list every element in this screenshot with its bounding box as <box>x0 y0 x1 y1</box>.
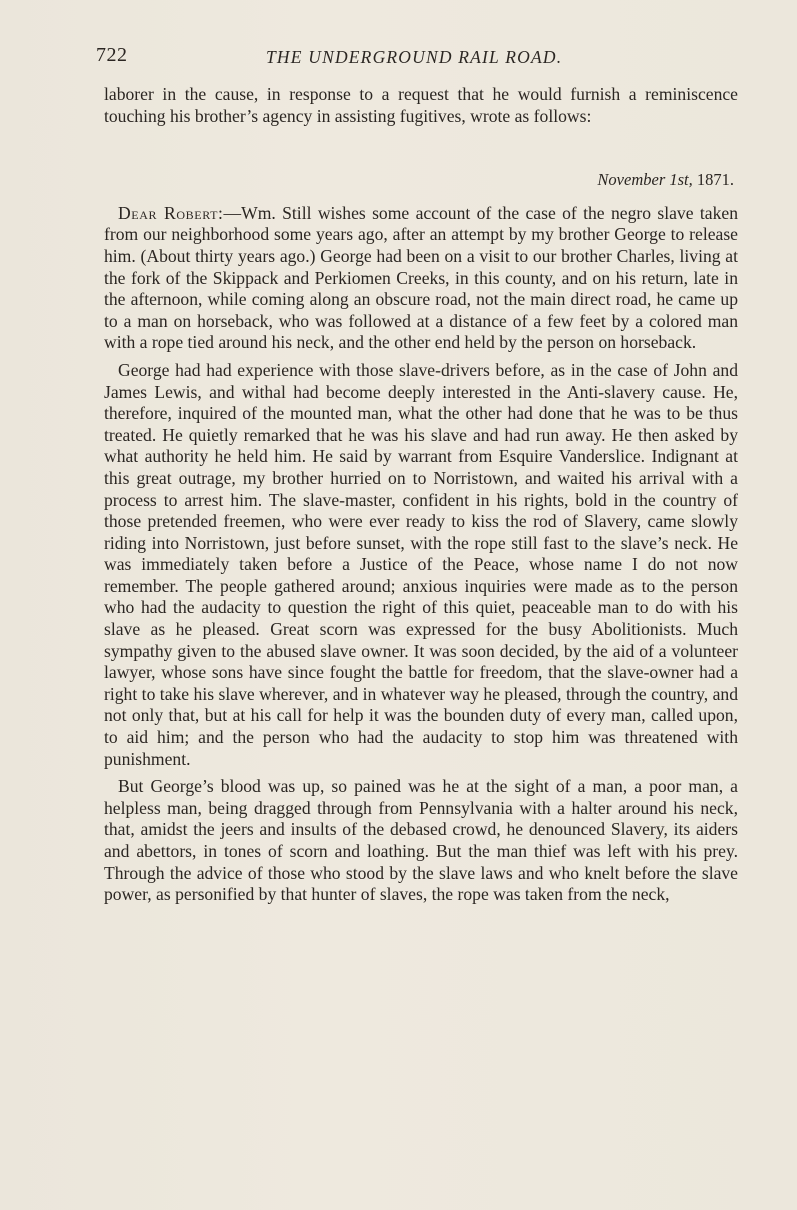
intro-paragraph: laborer in the cause, in response to a request that he would furnish a reminiscence touching his brother’s agency in assisting fugitives, wrote as follows: <box>104 84 738 126</box>
letter-date-year: 1871. <box>696 170 734 190</box>
letter-paragraph-1 <box>104 203 738 354</box>
letter-salutation: Dear Robert: <box>118 202 224 223</box>
letter-paragraph-2: George had had experience with those slave-drivers before, as in the case of John and James Lewis, and withal had become deeply interested in the Anti-slavery cause. He, therefore, inquired of the mounted man, what the other had done that he was to be thus treated. He quietly remarked that he was his slave and had run away. He then asked by what authority he held him. He said by warrant from Esquire Vanderslice. Indignant at this great outrage, my brother hurried on to Norristown, and waited his arrival with a process to arrest him. The slave-master, confident in his rights, bold in the country of those pretended freemen, who were ever ready to kiss the rod of Slavery, came slowly riding into Norristown, just before sunset, with the rope still fast to the slave’s neck. He was immediately taken before a Justice of the Peace, whose name I do not now remember. The people gathered around; anxious inquiries were made as to the person who had the audacity to question the right of this quiet, peaceable man to do with his slave as he pleased. Great scorn was expressed for the busy Abolitionists. Much sympathy given to the abused slave owner. It was soon decided, by the aid of a volunteer lawyer, whose sons have since fought the battle for freedom, that the slave-owner had a right to take his slave wherever, and in whatever way he pleased, through the country, and not only that, but at his call for help it was the bounden duty of every man, called upon, to aid him; and the person who had the audacity to stop him was threatened with punishment. <box>104 359 738 769</box>
letter-date-month: November 1st, <box>597 170 693 190</box>
running-title: THE UNDERGROUND RAIL ROAD. <box>266 47 563 67</box>
letter-paragraph-1-text: —Wm. Still wishes some account of the case of the negro slave taken from our neighborhood some years ago, after an attempt by my brother George to release him. (About thirty years ago.) George had been on a visit to our brother Charles, living at the fork of the Skippack and Perkiomen Creeks, in this county, and on his return, late in the afternoon, while coming along an obscure road, not the main direct road, he came up to a man on horseback, who was followed at a distance of a few feet by a colored man with a rope tied around his neck, and the other end held by the person on horseback. <box>104 202 738 353</box>
letter-date <box>104 169 738 191</box>
letter-paragraph-3: But George’s blood was up, so pained was he at the sight of a man, a poor man, a helpless man, being dragged through from Pennsylvania with a halter around his neck, that, amidst the jeers and insults of the debased crowd, he denounced Slavery, its aiders and abettors, in tones of scorn and loathing. But the man thief was left with his prey. Through the advice of those who stood by the slave laws and who knelt before the slave power, as personified by that hunter of slaves, the rope was taken from the neck, <box>104 776 738 905</box>
page-number: 722 <box>96 44 128 66</box>
running-head <box>96 44 736 74</box>
page-body <box>104 84 738 906</box>
